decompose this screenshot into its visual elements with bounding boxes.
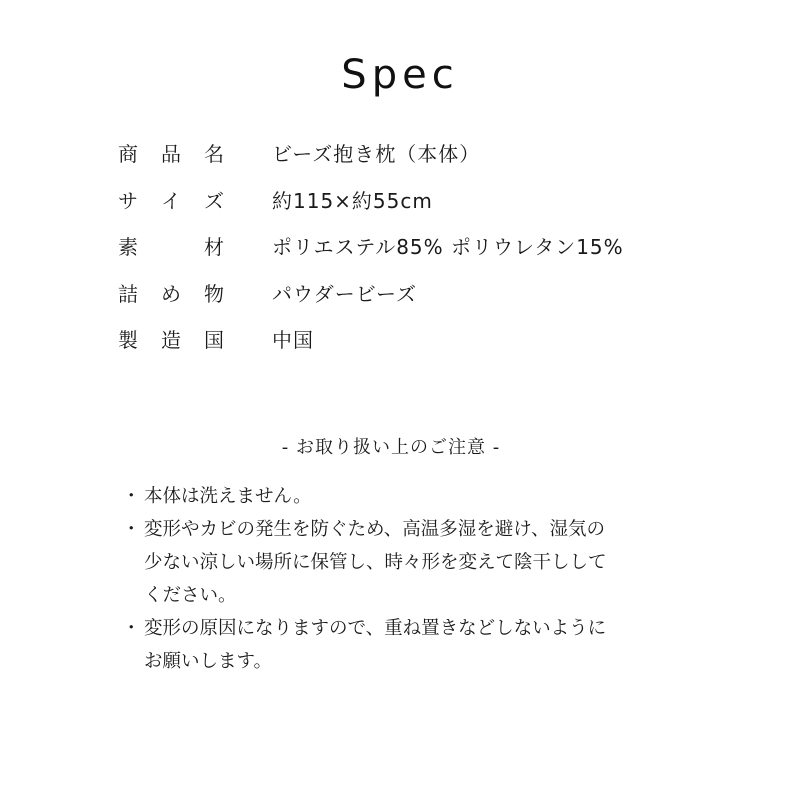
note-line: お願いします。 bbox=[144, 651, 273, 672]
spec-label-char: 品 bbox=[161, 142, 181, 166]
spec-label-char: ズ bbox=[204, 188, 224, 213]
spec-label-char: 国 bbox=[204, 328, 224, 352]
bullet: ・ bbox=[122, 519, 141, 540]
spec-label-char: め bbox=[161, 281, 181, 306]
care-notes bbox=[0, 434, 800, 672]
note-item bbox=[122, 612, 742, 678]
spec-label-char: 商 bbox=[118, 142, 138, 166]
spec-table bbox=[118, 140, 718, 373]
spec-label-char: 製 bbox=[118, 328, 138, 352]
bullet: ・ bbox=[122, 618, 141, 639]
spec-row-filling bbox=[118, 280, 718, 327]
note-line: 変形の原因になりますので、重ね置きなどしないように bbox=[144, 618, 607, 639]
spec-label-char: 造 bbox=[161, 328, 181, 352]
spec-label-char: サ bbox=[118, 188, 138, 213]
spec-label-char: 詰 bbox=[118, 281, 138, 306]
spec-label bbox=[118, 233, 224, 261]
notes-heading: - お取り扱い上のご注意 - bbox=[281, 437, 501, 458]
note-line: 少ない涼しい場所に保管し、時々形を変えて陰干しして bbox=[144, 552, 607, 573]
note-line: ください。 bbox=[144, 585, 237, 606]
spec-row-country bbox=[118, 326, 718, 373]
spec-value: ポリエステル85% ポリウレタン15% bbox=[272, 235, 624, 259]
spec-row-product-name bbox=[118, 140, 718, 187]
note-item bbox=[122, 480, 742, 513]
spec-label-char: 名 bbox=[204, 142, 224, 166]
note-line: 本体は洗えません。 bbox=[144, 486, 312, 507]
page-title: Spec bbox=[341, 52, 459, 98]
spec-label bbox=[118, 326, 224, 354]
bullet: ・ bbox=[122, 486, 141, 507]
spec-value: パウダービーズ bbox=[272, 281, 417, 306]
spec-label bbox=[118, 187, 224, 215]
spec-label-char: 物 bbox=[204, 281, 224, 306]
spec-row-material bbox=[118, 233, 718, 280]
spec-value: 中国 bbox=[272, 328, 314, 352]
note-item bbox=[122, 513, 742, 612]
spec-label-char: イ bbox=[161, 188, 181, 213]
spec-value: ビーズ抱き枕（本体） bbox=[272, 142, 481, 166]
spec-row-size bbox=[118, 187, 718, 234]
spec-label bbox=[118, 140, 224, 168]
spec-label-char: 素 bbox=[118, 235, 138, 259]
note-line: 変形やカビの発生を防ぐため、高温多湿を避け、湿気の bbox=[144, 519, 606, 540]
spec-value: 約115×約55cm bbox=[272, 188, 433, 213]
spec-label bbox=[118, 280, 224, 308]
spec-label-char: 材 bbox=[204, 235, 224, 259]
notes-list bbox=[122, 480, 742, 678]
